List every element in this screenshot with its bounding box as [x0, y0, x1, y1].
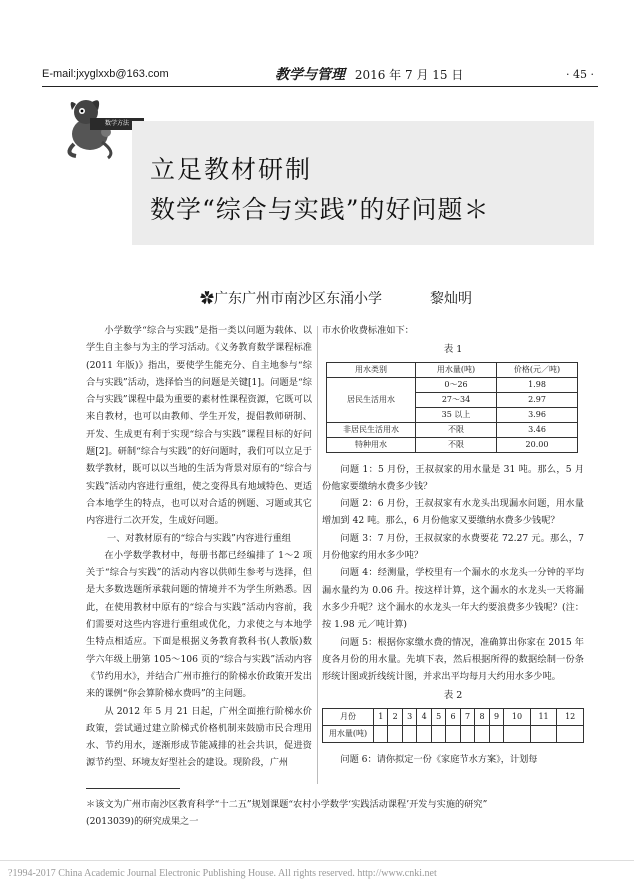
question-1: 问题 1：5 月份，王叔叔家的用水量是 31 吨。那么，5 月份他家要缴纳水费多少钱？ [322, 463, 584, 492]
table-cell: 27～34 [416, 392, 497, 407]
table-row [327, 422, 578, 437]
table1-caption: 表 1 [443, 344, 463, 356]
journal-name: 教学与管理 [275, 67, 345, 83]
footnote-rule [86, 788, 180, 789]
author-line [200, 288, 472, 308]
table-row [323, 725, 584, 742]
section-heading-1: 一、对教材原有的“综合与实践”内容进行重组 [107, 532, 291, 544]
title-line-2: 数学“综合与实践”的好问题＊ [150, 195, 490, 224]
header-rule [42, 86, 598, 87]
table-cell: 居民生活用水 [327, 377, 416, 422]
column-divider [317, 326, 318, 784]
table-cell: 35 以上 [416, 407, 497, 422]
table-cell: 2.97 [497, 392, 578, 407]
page-number: · 45 · [566, 68, 594, 81]
table-cell: 月份 [323, 708, 374, 725]
table-row [327, 377, 578, 392]
table-cell: 用水量(吨) [323, 725, 374, 742]
table2-caption: 表 2 [443, 690, 463, 702]
table1-intro: 市水价收费标准如下： [322, 325, 414, 336]
table-header-row [327, 362, 578, 377]
question-2: 问题 2：6 月份，王叔叔家有水龙头出现漏水问题，用水量增加到 42 吨。那么，6 月份他家又要缴纳水费多少钱呢？ [322, 498, 584, 527]
table-cell [475, 725, 489, 742]
table-cell: 3 [402, 708, 416, 725]
question-5: 问题 5：根据你家缴水费的情况，准确算出你家在 2015 年度各月份的用水量。先填下表，然后根据所得的数据绘制一份条形统计图或折线统计图，并求出平均每月大约用水多少吨。 [322, 636, 584, 683]
table-cell: 0～26 [416, 377, 497, 392]
header-email: E-mail:jxyglxxb@163.com [42, 68, 169, 80]
table-cell [374, 725, 388, 742]
table-cell [446, 725, 460, 742]
footer-rule [0, 860, 634, 861]
table-cell: 2 [388, 708, 402, 725]
table-cell [557, 725, 584, 742]
column-tag: 数学方法 [90, 118, 144, 130]
paragraph-intro: 小学数学“综合与实践”是指一类以问题为载体、以学生自主参与为主的学习活动。《义务教育数学课程标准(2011 年版)》指出，要使学生能充分、自主地参与“综合与实践”活动，选择恰当的问题是关键[1]。问题是“综合与实践”课程中最为重要的素材性课程资源，它既可以来自教材，也可以由教师、学生开发，提倡教师研制、开发、生成更有利于实现“综合与实践”课程目标的好问题[2]。研制“综合与实践”的好问题时，我们可以立足于数学教材，既可以以当地的生活为背景对原有的“综合与实践”活动内容进行重组，使之变得具有地域特色、更适合本地学生的特点，也可以对合适的例题、习题或其它内容进行二次开发，生成好问题。 [86, 325, 312, 527]
footnote-line-1: ＊该文为广州市南沙区教育科学“十二五”规划课题“农村小学数学‘实践活动课程’开发与实施的研究” [86, 799, 488, 810]
table-cell: 非居民生活用水 [327, 422, 416, 437]
table-cell [489, 725, 503, 742]
table-cell: 3.46 [497, 422, 578, 437]
table-row [323, 708, 584, 725]
table-cell: 4 [417, 708, 431, 725]
table-header-cell: 用水类别 [327, 362, 416, 377]
table-cell: 不限 [416, 422, 497, 437]
footnote [86, 796, 586, 830]
table-cell [530, 725, 557, 742]
table-cell: 7 [460, 708, 474, 725]
question-6: 问题 6：请你拟定一份《家庭节水方案》，计划每 [340, 753, 538, 765]
table-cell [431, 725, 445, 742]
copyright-notice: ?1994-2017 China Academic Journal Electronic Publishing House. All rights reserved. http://www.cnki.net [8, 868, 437, 879]
footnote-line-2: (2013039)的研究成果之一 [86, 816, 199, 827]
question-4: 问题 4：经测量，学校里有一个漏水的水龙头一分钟的平均漏水量约为 0.06 升。按这样计算，这个漏水的水龙头一天将漏水多少升呢？这个漏水的水龙头一年大约要浪费多少钱呢？(注：按 1.98 元／吨计算) [322, 567, 584, 631]
table-cell [504, 725, 531, 742]
table-row [327, 437, 578, 452]
issue-date: 2016 年 7 月 15 日 [354, 68, 464, 82]
author-affiliation: ✿广东广州市南沙区东涌小学 [200, 291, 382, 307]
table-cell [388, 725, 402, 742]
author-name: 黎灿明 [430, 291, 472, 307]
table-cell [417, 725, 431, 742]
table-cell: 20.00 [497, 437, 578, 452]
paragraph-reorganize: 在小学数学教材中，每册书都已经编排了 1～2 项关于“综合与实践”的活动内容以供师生参考与选择，但是大多数选题所承载问题的情境并不为学生所熟悉。因此，在使用教材中原有的“综合与实践”活动内容前，我们需要对这些内容进行重组或优化，力求使之与本地学生特点相适应。下面是根据义务教育教科书(人教版)数学六年级上册第 105～106 页的“综合与实践”活动内容《节约用水》，并结合广州市推行的阶梯水价政策开发出来的课例“你会算阶梯水费吗”的主问题。 [86, 549, 312, 700]
table-cell: 11 [530, 708, 557, 725]
table-cell: 特种用水 [327, 437, 416, 452]
table-header-cell: 价格(元／吨) [497, 362, 578, 377]
monthly-usage-table [322, 708, 584, 743]
table-header-cell: 用水量(吨) [416, 362, 497, 377]
title-line-1: 立足教材研制 [150, 155, 313, 184]
table-cell [402, 725, 416, 742]
table-cell: 1.98 [497, 377, 578, 392]
table-cell: 3.96 [497, 407, 578, 422]
table-cell [460, 725, 474, 742]
table-cell: 1 [374, 708, 388, 725]
table-cell: 9 [489, 708, 503, 725]
table-cell: 10 [504, 708, 531, 725]
body-left-column [86, 322, 312, 772]
header-journal-date [275, 64, 463, 84]
question-3: 问题 3：7 月份，王叔叔家的水费要花 72.27 元。那么，7 月份他家约用水多少吨？ [322, 532, 584, 562]
table-cell: 6 [446, 708, 460, 725]
paragraph-water-policy: 从 2012 年 5 月 21 日起，广州全面推行阶梯水价政策，尝试通过建立阶梯式价格机制来鼓励市民合理用水、节约用水，逐渐形成节能减排的社会共识，促进资源节约型、环境友好型社会的建设。现阶段，广州 [86, 705, 312, 769]
body-right-column [322, 322, 584, 768]
water-price-table [326, 362, 578, 453]
table-cell: 不限 [416, 437, 497, 452]
table-cell: 8 [475, 708, 489, 725]
table-cell: 12 [557, 708, 584, 725]
table-cell: 5 [431, 708, 445, 725]
